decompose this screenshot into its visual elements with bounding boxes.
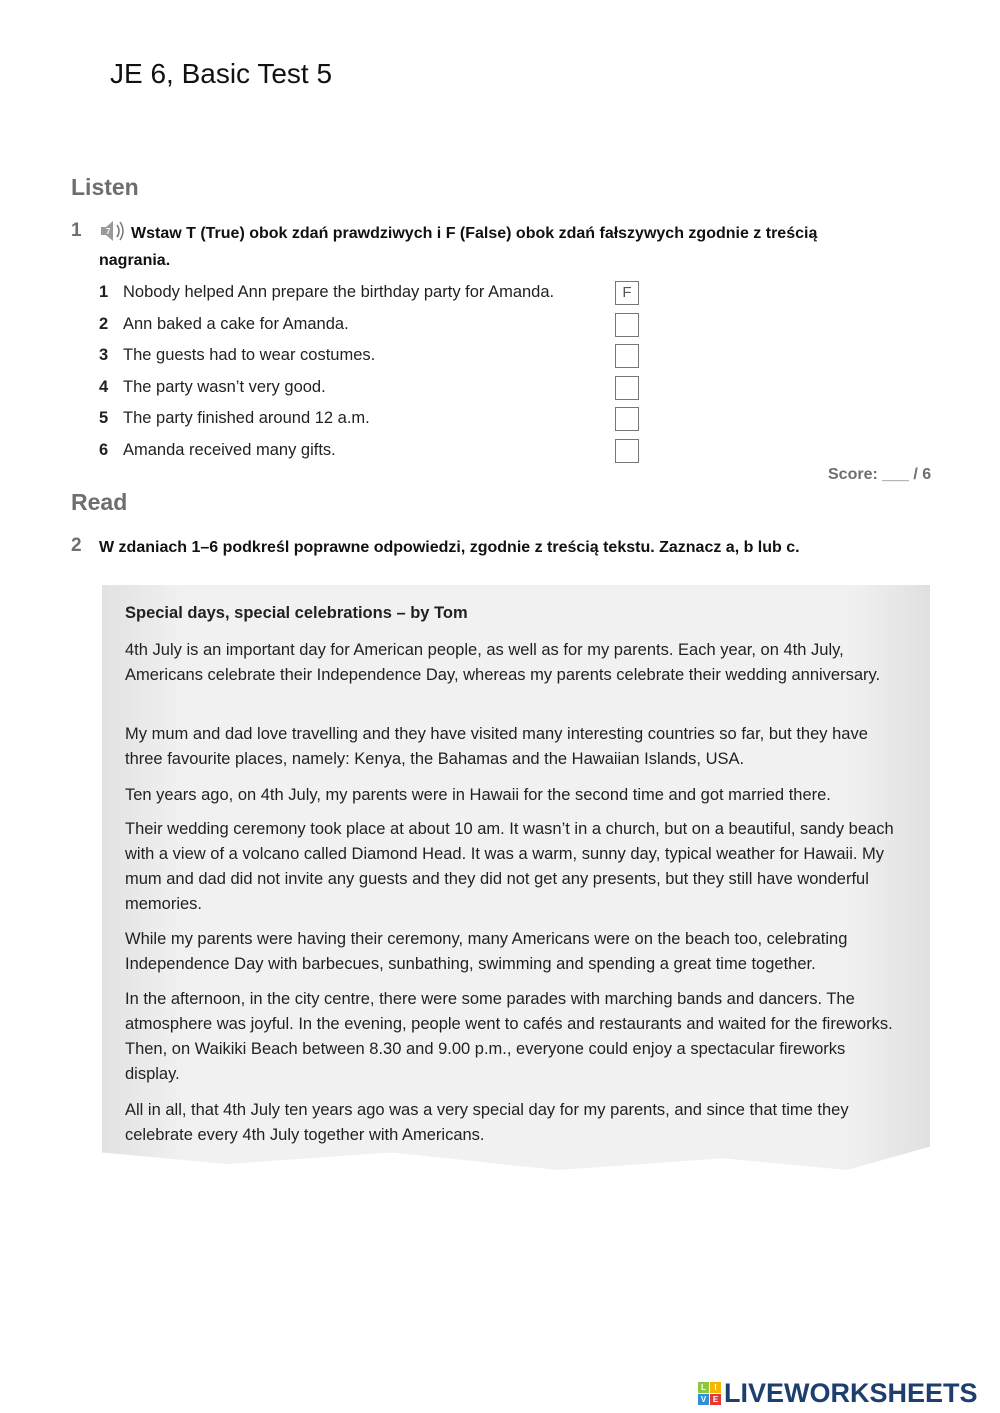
logo-icon <box>698 1382 721 1405</box>
logo-letter: E <box>710 1394 721 1405</box>
answer-box[interactable] <box>615 407 639 431</box>
instruction-text: Wstaw T (True) obok zdań prawdziwych i F (False) obok zdań fałszywych zgodnie z treścią nagrania. <box>99 225 818 269</box>
text-paragraph: Ten years ago, on 4th July, my parents were in Hawaii for the second time and got married there. <box>125 786 831 804</box>
liveworksheets-logo <box>698 1378 978 1409</box>
question-number: 2 <box>71 535 82 556</box>
text-paragraph: 4th July is an important day for American people, as well as for my parents. Each year, on 4th July, Americans celebrate their Independence Day, whereas my parents celebrate their wedding anniversary. <box>125 641 881 684</box>
statement-item <box>99 312 349 336</box>
question-number: 1 <box>71 220 82 241</box>
text-paragraph: All in all, that 4th July ten years ago was a very special day for my parents, and since that time they celebrate every 4th July together with Americans. <box>125 1101 849 1144</box>
statement-item <box>99 406 370 430</box>
text-paragraph: In the afternoon, in the city centre, there were some parades with marching bands and dancers. The atmosphere was joyful. In the evening, people went to cafés and restaurants and waited for the fireworks. Then, on Waikiki Beach between 8.30 and 9.00 p.m., everyone could enjoy a spectacular fireworks display. <box>125 990 893 1083</box>
answer-box[interactable]: F <box>615 281 639 305</box>
answer-box[interactable] <box>615 313 639 337</box>
score-label: Score: ___ / 6 <box>828 466 932 483</box>
listen-heading: Listen <box>71 174 139 200</box>
text-paragraph: Their wedding ceremony took place at about 10 am. It wasn’t in a church, but on a beautiful, sandy beach with a view of a volcano called Diamond Head. It was a warm, sunny day, typical weather for Hawaii. My mum and dad did not invite any guests and they did not get any presents, but they still have wonderful memories. <box>125 820 894 913</box>
svg-text:7: 7 <box>106 227 111 236</box>
statement-item <box>99 343 375 367</box>
text-paragraph: My mum and dad love travelling and they have visited many interesting countries so far, but they have three favourite places, namely: Kenya, the Bahamas and the Hawaiian Islands, USA. <box>125 725 868 768</box>
item-number: 3 <box>99 346 109 364</box>
listen-instruction <box>99 220 879 272</box>
item-text: The party wasn’t very good. <box>123 377 326 396</box>
item-text: The party finished around 12 a.m. <box>123 409 370 427</box>
item-number: 2 <box>99 314 109 333</box>
answer-box[interactable] <box>615 376 639 400</box>
item-number: 6 <box>99 440 109 459</box>
item-text: Amanda received many gifts. <box>123 440 336 459</box>
item-text: Nobody helped Ann prepare the birthday party for Amanda. <box>123 283 555 301</box>
read-heading: Read <box>71 489 128 515</box>
item-text: The guests had to wear costumes. <box>123 346 376 364</box>
logo-letter: I <box>710 1382 721 1393</box>
logo-text: LIVEWORKSHEETS <box>724 1378 978 1408</box>
item-number: 1 <box>99 283 109 301</box>
worksheet-title: JE 6, Basic Test 5 <box>110 58 333 89</box>
item-text: Ann baked a cake for Amanda. <box>123 314 349 333</box>
statement-item <box>99 375 326 399</box>
text-paragraph: While my parents were having their ceremony, many Americans were on the beach too, celebrating Independence Day with barbecues, sunbathing, swimming and spending a great time together. <box>125 930 848 973</box>
statement-item <box>99 438 336 462</box>
text-title: Special days, special celebrations – by Tom <box>125 604 468 622</box>
speaker-icon[interactable] <box>99 220 127 249</box>
logo-letter: L <box>698 1382 709 1393</box>
item-number: 4 <box>99 377 109 396</box>
answer-box[interactable] <box>615 439 639 463</box>
item-number: 5 <box>99 409 109 427</box>
statement-item <box>99 280 554 304</box>
logo-letter: V <box>698 1394 709 1405</box>
read-instruction: W zdaniach 1–6 podkreśl poprawne odpowiedzi, zgodnie z treścią tekstu. Zaznacz a, b lub c. <box>99 539 800 556</box>
answer-box[interactable] <box>615 344 639 368</box>
